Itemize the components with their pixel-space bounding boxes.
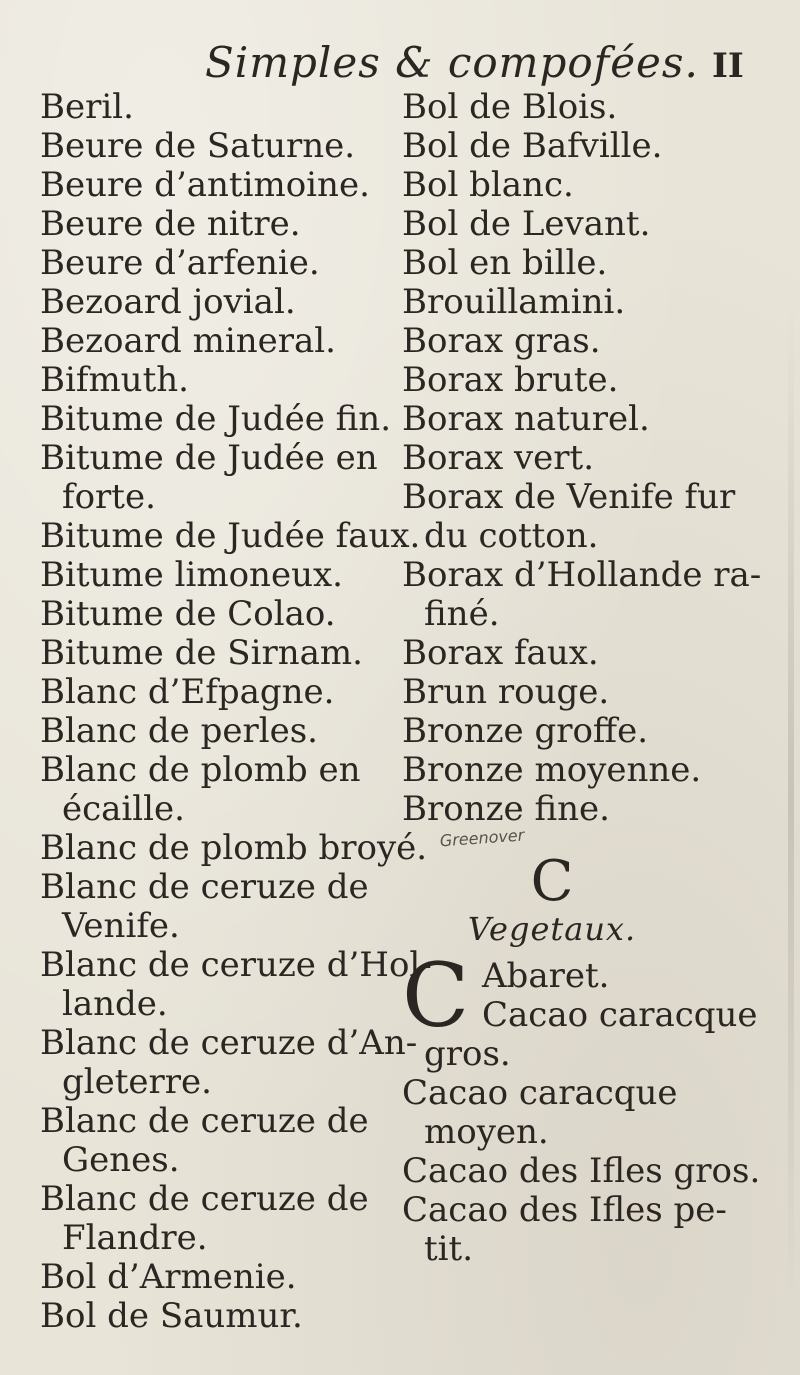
- entry-line: Bol de Levant.: [402, 204, 651, 244]
- entry-continuation: du cotton.: [424, 516, 599, 556]
- entry-line: Blanc de ceruze de: [40, 1101, 369, 1141]
- section-letter: C: [530, 849, 574, 914]
- entry-line: Cacao caracque: [402, 1073, 678, 1113]
- entry-line: Borax de Venife fur: [402, 477, 736, 517]
- entry-line: Borax gras.: [402, 321, 601, 361]
- entry-continuation: forte.: [62, 477, 156, 517]
- entry-continuation: Flandre.: [62, 1218, 208, 1258]
- entry-continuation: tit.: [424, 1229, 474, 1269]
- entry-line: Brouillamini.: [402, 282, 626, 322]
- entry-line: Beure d’antimoine.: [40, 165, 370, 205]
- entry-line: Blanc de ceruze d’An-: [40, 1023, 418, 1063]
- entry-line: Beure de nitre.: [40, 204, 301, 244]
- entry-line: Bezoard mineral.: [40, 321, 336, 361]
- entry-line: Blanc de plomb broyé.: [40, 828, 428, 868]
- entry-line: Blanc de ceruze de: [40, 867, 369, 907]
- entry-line: Bol en bille.: [402, 243, 608, 283]
- entry-line: Beure de Saturne.: [40, 126, 356, 166]
- entry-line: Borax faux.: [402, 633, 599, 673]
- entry-line: Bitume limoneux.: [40, 555, 343, 595]
- entry-line: Blanc de plomb en: [40, 750, 361, 790]
- entry-continuation: gros.: [424, 1034, 511, 1074]
- entry-continuation: gleterre.: [62, 1062, 212, 1102]
- entry-line: Cacao des Ifles gros.: [402, 1151, 761, 1191]
- page-edge-shadow: [788, 300, 794, 1300]
- entry-line: Bol de Blois.: [402, 87, 618, 127]
- entry-line: Beril.: [40, 87, 134, 127]
- entry-continuation: finé.: [424, 594, 500, 634]
- entry-line: Bitume de Judée en: [40, 438, 378, 478]
- entry-line: Blanc d’Efpagne.: [40, 672, 335, 712]
- entry-line: Blanc de ceruze d’Hol-: [40, 945, 432, 985]
- entry-line: Bronze moyenne.: [402, 750, 702, 790]
- entry-line: Borax naturel.: [402, 399, 650, 439]
- handwritten-note: Greenover: [439, 825, 525, 851]
- section-entry-list: [402, 1035, 792, 1269]
- entry-line: Borax vert.: [402, 438, 595, 478]
- entry-line: Bol d’Armenie.: [40, 1257, 297, 1297]
- entry-line: Bol de Saumur.: [40, 1296, 303, 1336]
- entry-line: Borax d’Hollande ra-: [402, 555, 762, 595]
- running-title: Simples & compofées.: [205, 38, 699, 87]
- entry-line: Cacao des Ifles pe-: [402, 1190, 727, 1230]
- first-entry-line: Cacao caracque: [482, 995, 758, 1035]
- entry-line: Borax brute.: [402, 360, 619, 400]
- entry-line: Blanc de perles.: [40, 711, 318, 751]
- entry-line: Bronze groffe.: [402, 711, 649, 751]
- entry-continuation: lande.: [62, 984, 168, 1024]
- entry-line: Bol de Bafville.: [402, 126, 663, 166]
- entry-line: Bitume de Sirnam.: [40, 633, 363, 673]
- entry-line: Beure d’arfenie.: [40, 243, 320, 283]
- left-column: [40, 87, 432, 1336]
- drop-cap: C: [402, 944, 470, 1047]
- entry-line: Bezoard jovial.: [40, 282, 296, 322]
- entry-continuation: moyen.: [424, 1112, 549, 1152]
- entry-line: Bitume de Colao.: [40, 594, 336, 634]
- entry-line: Bitume de Judée fin.: [40, 399, 392, 439]
- page-number: II: [712, 46, 744, 86]
- entry-line: Bol blanc.: [402, 165, 574, 205]
- entry-line: Bronze fine.: [402, 789, 610, 829]
- right-entry-list: [402, 88, 792, 829]
- entry-continuation: écaille.: [62, 789, 185, 829]
- entry-line: Bitume de Judée faux.: [40, 516, 421, 556]
- first-entry-line: Abaret.: [482, 956, 610, 996]
- section-title: Vegetaux.: [467, 910, 637, 948]
- right-column: [402, 88, 792, 1269]
- entry-continuation: Venife.: [62, 906, 180, 946]
- entry-line: Brun rouge.: [402, 672, 610, 712]
- entry-continuation: Genes.: [62, 1140, 180, 1180]
- entry-line: Blanc de ceruze de: [40, 1179, 369, 1219]
- section-first-entry: [402, 944, 792, 1047]
- entry-line: Bifmuth.: [40, 360, 189, 400]
